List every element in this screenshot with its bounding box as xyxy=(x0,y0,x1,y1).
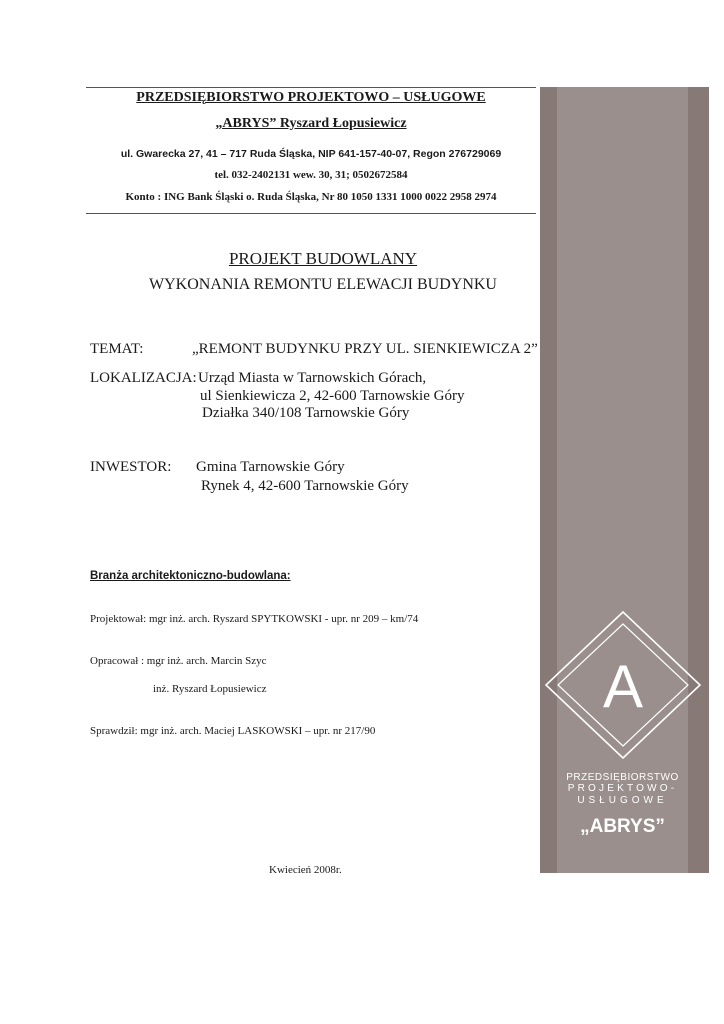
logo-text-line: PROJEKTOWO- xyxy=(567,783,678,794)
projektowal-line: Projektował: mgr inż. arch. Ryszard SPYTKOWSKI - upr. nr 209 – km/74 xyxy=(90,613,419,625)
company-bank-account: Konto : ING Bank Śląski o. Ruda Śląska, Nr 80 1050 1331 1000 0022 2958 2974 xyxy=(125,191,497,203)
logo-letter: A xyxy=(602,653,644,720)
lokalizacja-label: LOKALIZACJA: xyxy=(90,370,197,386)
company-subtitle: „ABRYS” Ryszard Łopusiewicz xyxy=(215,116,407,131)
document-date: Kwiecień 2008r. xyxy=(269,864,342,876)
logo-text-line: USŁUGOWE xyxy=(577,795,668,806)
company-name: PRZEDSIĘBIORSTWO PROJEKTOWO – USŁUGOWE xyxy=(136,90,486,105)
lokalizacja-line: ul Sienkiewicza 2, 42-600 Tarnowskie Góry xyxy=(200,388,465,404)
opracowal-line: Opracował : mgr inż. arch. Marcin Szyc xyxy=(90,655,267,667)
logo-text-line: PRZEDSIĘBIORSTWO xyxy=(566,772,679,783)
logo-diamond-icon xyxy=(540,600,709,760)
inwestor-label: INWESTOR: xyxy=(90,459,172,475)
lokalizacja-line: Urząd Miasta w Tarnowskich Górach, xyxy=(198,370,427,386)
company-phone: tel. 032-2402131 wew. 30, 31; 0502672584 xyxy=(214,169,408,181)
sprawdzil-line: Sprawdził: mgr inż. arch. Maciej LASKOWSKI – upr. nr 217/90 xyxy=(90,725,376,737)
document-subtitle: WYKONANIA REMONTU ELEWACJI BUDYNKU xyxy=(149,276,497,293)
company-address: ul. Gwarecka 27, 41 – 717 Ruda Śląska, NIP 641-157-40-07, Regon 276729069 xyxy=(120,148,502,160)
logo-brand-name: „ABRYS” xyxy=(580,816,665,837)
inwestor-line: Rynek 4, 42-600 Tarnowskie Góry xyxy=(201,478,409,494)
document-title: PROJEKT BUDOWLANY xyxy=(228,249,418,268)
header-top-rule xyxy=(86,87,536,88)
branza-heading: Branża architektoniczno-budowlana: xyxy=(90,570,291,582)
temat-value: „REMONT BUDYNKU PRZY UL. SIENKIEWICZA 2” xyxy=(192,341,538,357)
opracowal-line-2: inż. Ryszard Łopusiewicz xyxy=(153,683,267,695)
inwestor-line: Gmina Tarnowskie Góry xyxy=(196,459,345,475)
header-bottom-rule xyxy=(86,213,536,214)
temat-label: TEMAT: xyxy=(90,341,144,357)
lokalizacja-line: Działka 340/108 Tarnowskie Góry xyxy=(202,405,410,421)
